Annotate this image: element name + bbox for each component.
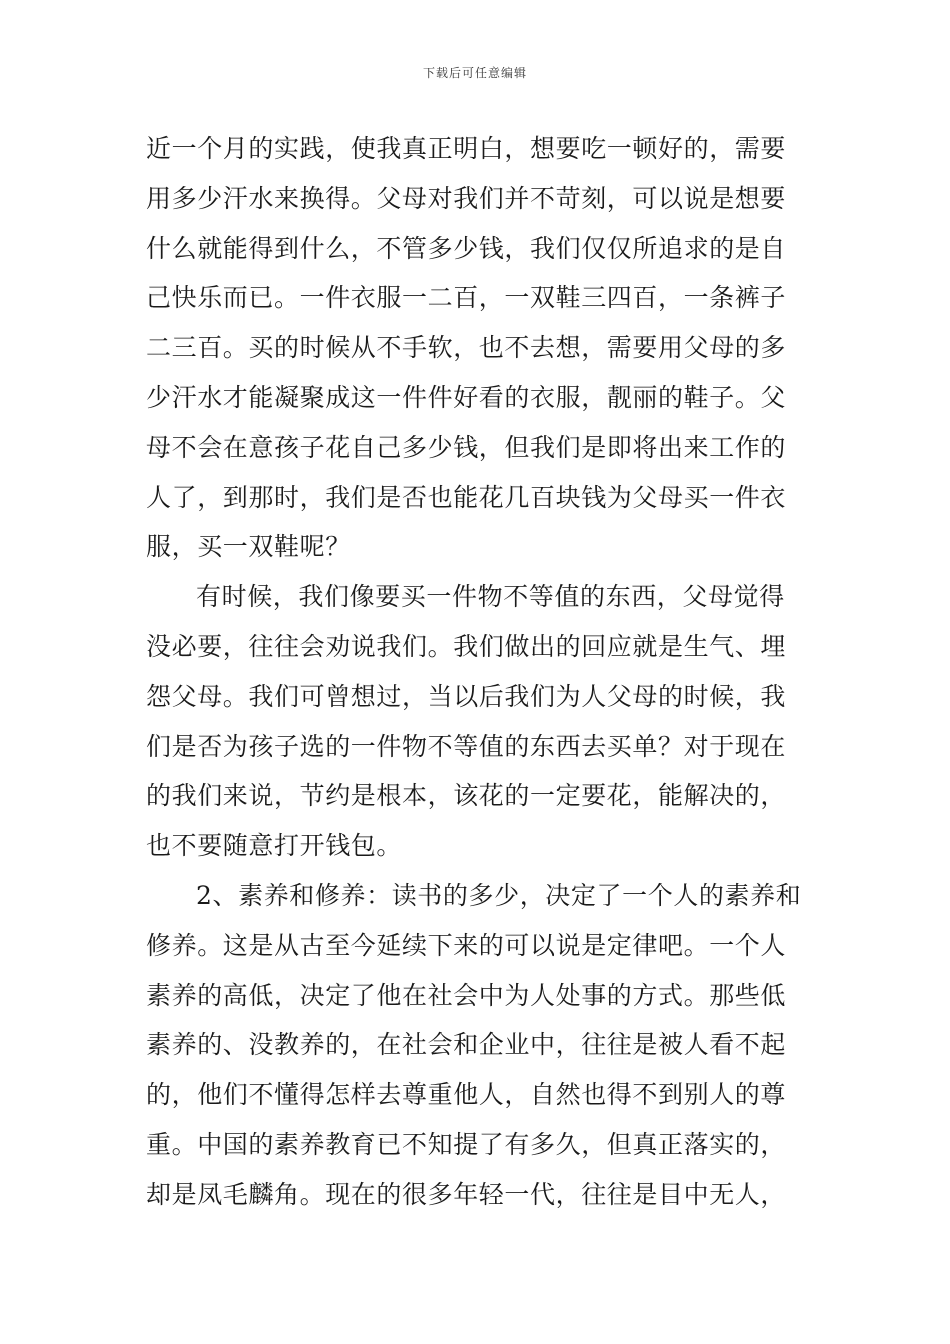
text-line: 近一个月的实践，使我真正明白，想要吃一顿好的，需要 (146, 134, 787, 163)
text-line: 修养。这是从古至今延续下来的可以说是定律吧。一个人 (146, 930, 787, 960)
text-line: 素养的、没教养的，在社会和企业中，往往是被人看不起 (146, 1030, 787, 1060)
text-line: 重。中国的素养教育已不知提了有多久，但真正落实的， (146, 1129, 787, 1159)
text-line: 什么就能得到什么，不管多少钱，我们仅仅所追求的是自 (146, 233, 787, 263)
paragraph-2 (146, 572, 810, 871)
page-header: 下载后可任意编辑 (422, 66, 527, 80)
text-line: 少汗水才能凝聚成这一件件好看的衣服，靓丽的鞋子。父 (146, 382, 787, 412)
text-line: 怨父母。我们可曾想过，当以后我们为人父母的时候，我 (146, 681, 787, 711)
text-line: 没必要，往往会劝说我们。我们做出的回应就是生气、埋 (146, 631, 787, 661)
text-line: 们是否为孩子选的一件物不等值的东西去买单？对于现在 (146, 731, 787, 761)
text-line: 也不要随意打开钱包。 (146, 831, 403, 861)
text-line: 服，买一双鞋呢？ (146, 532, 351, 562)
text-line: 二三百。买的时候从不手软，也不去想，需要用父母的多 (146, 333, 787, 363)
text-line: 用多少汗水来换得。父母对我们并不苛刻，可以说是想要 (146, 183, 787, 213)
text-line: 有时候，我们像要买一件物不等值的东西，父母觉得 (196, 582, 785, 612)
text-line: 人了，到那时，我们是否也能花几百块钱为父母买一件衣 (146, 482, 787, 512)
text-line: 2、素养和修养：读书的多少，决定了一个人的素养和 (196, 880, 802, 910)
text-line: 母不会在意孩子花自己多少钱，但我们是即将出来工作的 (146, 432, 787, 462)
text-line: 己快乐而已。一件衣服一二百，一双鞋三四百，一条裤子 (146, 283, 787, 313)
document-body (146, 124, 810, 1220)
text-line: 的，他们不懂得怎样去尊重他人，自然也得不到别人的尊 (146, 1080, 787, 1110)
text-line: 却是凤毛麟角。现在的很多年轻一代，往往是目中无人， (146, 1179, 787, 1209)
paragraph-3 (146, 871, 810, 1220)
text-line: 的我们来说，节约是根本，该花的一定要花，能解决的， (146, 781, 787, 811)
text-line: 素养的高低，决定了他在社会中为人处事的方式。那些低 (146, 980, 787, 1010)
paragraph-1 (146, 124, 810, 572)
